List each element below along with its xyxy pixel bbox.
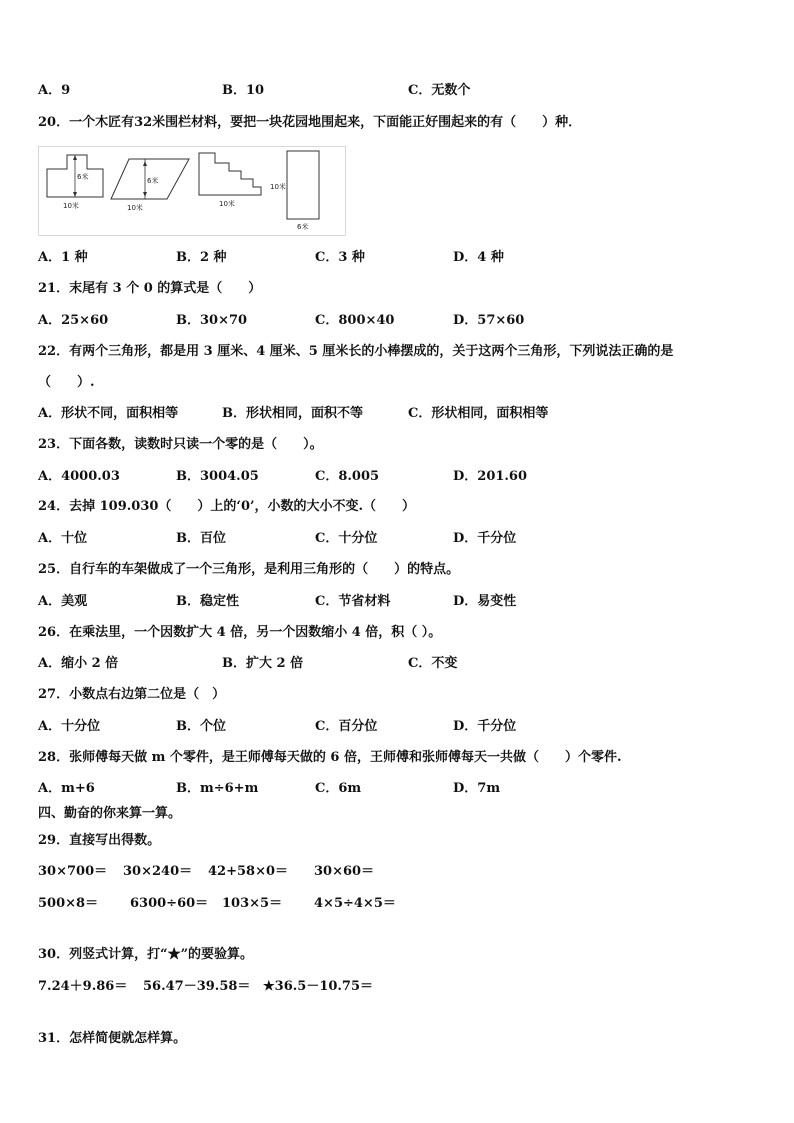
q23-option-d: D．201.60 — [453, 469, 528, 484]
q29-row1-item-1: 30×700＝ — [38, 864, 108, 879]
q21-question: 21．末尾有 3 个 0 的算式是（ ） — [38, 281, 262, 296]
q30-question: 30．列竖式计算，打“★”的要验算。 — [38, 947, 254, 962]
q20-shape-2-arrow-head-bottom — [143, 192, 147, 197]
q26-option-a: A．缩小 2 倍 — [38, 656, 119, 671]
q28-option-d: D．7m — [453, 781, 501, 796]
q28-option-b: B．m÷6+m — [176, 781, 259, 796]
q24-option-d: D．千分位 — [453, 531, 517, 546]
q24-question: 24．去掉 109.030（ ）上的‘0’，小数的大小不变.（ ） — [38, 499, 416, 514]
q25-option-d: D．易变性 — [453, 594, 517, 609]
q20-option-a: A．1 种 — [38, 250, 88, 265]
q23-option-c: C．8.005 — [315, 469, 380, 484]
q20-shape-1-height-label: 6米 — [77, 173, 89, 181]
q21-option-d: D．57×60 — [453, 313, 525, 328]
q29-row1-item-4: 30×60＝ — [314, 864, 375, 879]
q20-shape-1-width-label: 10米 — [63, 202, 79, 210]
q22-option-a: A．形状不同，面积相等 — [38, 406, 179, 421]
q23-option-b: B．3004.05 — [176, 469, 259, 484]
section-4-title: 四、勤奋的你来算一算。 — [38, 806, 182, 821]
q24-option-a: A．十位 — [38, 531, 88, 546]
q20-shape-2-arrow-head-top — [143, 161, 147, 166]
q25-option-a: A．美观 — [38, 594, 88, 609]
q31-question: 31．怎样简便就怎样算。 — [38, 1031, 187, 1046]
q22-question-continued: （ ）. — [38, 375, 95, 390]
q20-shape-2-height-label: 6米 — [147, 177, 159, 185]
q30-item-3: ★36.5－10.75＝ — [263, 979, 374, 994]
q20-shape-4-width-label: 6米 — [297, 223, 309, 231]
q20-shape-3 — [199, 153, 261, 195]
q23-question: 23．下面各数，读数时只读一个零的是（ ）。 — [38, 437, 323, 452]
q23-option-a: A．4000.03 — [38, 469, 120, 484]
q22-question: 22．有两个三角形，都是用 3 厘米、4 厘米、5 厘米长的小棒摆成的，关于这两个三角形，下列说法正确的是 — [38, 344, 674, 359]
q29-row1-item-2: 30×240＝ — [123, 864, 193, 879]
q20-option-c: C．3 种 — [315, 250, 365, 265]
q25-option-c: C．节省材料 — [315, 594, 391, 609]
q20-option-d: D．4 种 — [453, 250, 504, 265]
q20-shape-4-height-label: 10米 — [270, 183, 286, 191]
q20-shape-3-width-label: 10米 — [219, 200, 235, 208]
q21-option-b: B．30×70 — [176, 313, 248, 328]
q22-option-c: C．形状相同，面积相等 — [408, 406, 549, 421]
q20-option-b: B．2 种 — [176, 250, 227, 265]
q27-question: 27．小数点右边第二位是（ ） — [38, 687, 226, 702]
q20-figure — [38, 146, 346, 236]
q21-option-a: A．25×60 — [38, 313, 109, 328]
q30-item-1: 7.24＋9.86＝ — [38, 979, 128, 994]
q29-row2-item-1: 500×8＝ — [38, 896, 99, 911]
q29-row2-item-3: 103×5＝ — [222, 896, 283, 911]
q26-option-b: B．扩大 2 倍 — [222, 656, 304, 671]
q29-question: 29．直接写出得数。 — [38, 833, 161, 848]
q28-option-c: C．6m — [315, 781, 362, 796]
q22-option-b: B．形状相同，面积不等 — [222, 406, 363, 421]
q20-shape-1-arrow-head-top — [73, 155, 77, 160]
q19-option-a: A．9 — [38, 83, 71, 98]
q24-option-b: B．百位 — [176, 531, 226, 546]
q25-question: 25．自行车的车架做成了一个三角形，是利用三角形的（ ）的特点。 — [38, 562, 460, 577]
q20-shape-2-width-label: 10米 — [127, 204, 143, 212]
q20-shape-1-arrow-head-bottom — [73, 192, 77, 197]
q29-row2-item-2: 6300÷60＝ — [130, 896, 209, 911]
q27-option-a: A．十分位 — [38, 719, 101, 734]
q27-option-c: C．百分位 — [315, 719, 378, 734]
q28-option-a: A．m+6 — [38, 781, 95, 796]
q20-shape-4 — [287, 151, 319, 219]
q20-question: 20．一个木匠有32米围栏材料，要把一块花园地围起来，下面能正好围起来的有（ ）种． — [38, 115, 582, 130]
q27-option-d: D．千分位 — [453, 719, 517, 734]
q19-option-c: C．无数个 — [408, 83, 471, 98]
q29-row1-item-3: 42+58×0＝ — [208, 864, 289, 879]
q30-item-2: 56.47－39.58＝ — [143, 979, 251, 994]
q26-option-c: C．不变 — [408, 656, 458, 671]
q27-option-b: B．个位 — [176, 719, 226, 734]
q28-question: 28．张师傅每天做 m 个零件，是王师傅每天做的 6 倍，王师傅和张师傅每天一共做（ ）个零件. — [38, 750, 622, 765]
q21-option-c: C．800×40 — [315, 313, 395, 328]
q25-option-b: B．稳定性 — [176, 594, 239, 609]
q19-option-b: B．10 — [222, 83, 265, 98]
q29-row2-item-4: 4×5÷4×5＝ — [314, 896, 396, 911]
q24-option-c: C．十分位 — [315, 531, 378, 546]
q26-question: 26．在乘法里，一个因数扩大 4 倍，另一个因数缩小 4 倍，积（ ）。 — [38, 625, 442, 640]
